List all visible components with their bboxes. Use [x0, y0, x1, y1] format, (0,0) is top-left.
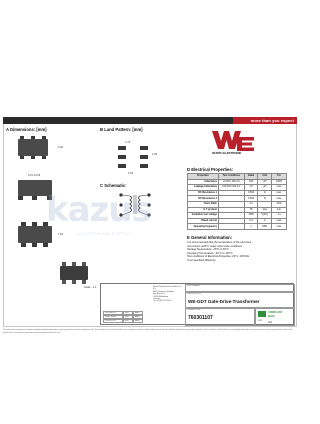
- property-tolerance: max.: [272, 185, 287, 191]
- test-condition: 10 kHz/ 100 mV: [218, 179, 244, 185]
- property-unit: MHz: [258, 224, 272, 230]
- property-tolerance: max.: [272, 218, 287, 224]
- watermark-subtext: ЭЛЕКТРОННЫЙ ПОРТАЛ: [76, 232, 130, 236]
- property-tolerance: 1 s: [272, 213, 287, 219]
- revision-author: BaG: [133, 315, 143, 319]
- size-caption: SIZE: [258, 320, 263, 322]
- dimensions-title: A Dimensions: [mm]: [6, 127, 47, 132]
- general-line: It is recommended that the temperature of the part does: [187, 241, 252, 244]
- property-value: 0.500: [244, 196, 258, 202]
- revision-author: BaG: [133, 319, 143, 323]
- property-value: 0.4: [244, 218, 258, 224]
- column-header: Properties: [188, 174, 219, 180]
- column-header: Tol.: [272, 174, 287, 180]
- land-pattern-title: B Land Pattern: [mm]: [100, 127, 143, 132]
- general-info-block: [187, 241, 293, 263]
- general-line: not exceed +125°C under worst case conditions: [187, 244, 243, 248]
- property-label: Turns Ratio: [188, 201, 219, 207]
- property-unit: V(AC): [258, 213, 272, 219]
- property-tolerance: max.: [272, 196, 287, 202]
- general-title: E General Information:: [187, 235, 233, 240]
- property-unit: Ω: [258, 196, 272, 202]
- general-line: Test conditions of Electrical Properties: 20°C, 33% RH: [187, 255, 250, 259]
- rohs-leaf-icon: [258, 311, 266, 317]
- dim-a1: 6.40: [58, 146, 64, 149]
- electrical-properties-table: [187, 173, 287, 230]
- product-name: WE-GDT Gate-Drive-Transformer: [188, 299, 260, 304]
- property-label: Rated current: [188, 218, 219, 224]
- watermark: kazus: [46, 190, 151, 230]
- rohs-label: RoHS: [268, 315, 275, 318]
- revision-area: [101, 284, 149, 326]
- property-label: Operating frequency: [188, 224, 219, 230]
- property-value: 15: [244, 207, 258, 213]
- revision-author: BaG: [133, 311, 143, 315]
- address-line: Würth Elektronik eiSos GmbH & Co. KG: [153, 286, 182, 291]
- revision-date: 2011-06-21: [103, 311, 123, 315]
- property-value: 1500: [244, 213, 258, 219]
- property-value: 150: [244, 179, 258, 185]
- description-cell: [185, 292, 295, 308]
- property-value: 0.500: [244, 190, 258, 196]
- property-tolerance: min.: [272, 207, 287, 213]
- revision-version: 002: [123, 315, 133, 319]
- property-tolerance: ±20%: [272, 179, 287, 185]
- general-line: If not specified differently: [187, 258, 216, 262]
- property-unit: Vµs: [258, 207, 272, 213]
- table-row: [188, 224, 287, 230]
- address-line: Max-Eyth-Str. 1: [153, 293, 166, 296]
- revision-date: 2010-12-01: [103, 315, 123, 319]
- property-unit: µH: [258, 185, 272, 191]
- size-value: A4: [268, 320, 272, 324]
- wurth-logo: [210, 127, 258, 157]
- address-line: 74638 Waldenburg: [153, 295, 169, 298]
- property-tolerance: max.: [272, 224, 287, 230]
- product-image: [60, 262, 88, 284]
- slogan-bar: [233, 117, 297, 124]
- property-label: Inductance: [188, 179, 219, 185]
- address-line: Tel. +49 (0) 7942 945 - 0: [153, 300, 173, 303]
- customer-label: CUSTOMER: [187, 285, 200, 287]
- column-header: Value: [244, 174, 258, 180]
- description-label: DESCRIPTION: [187, 293, 201, 295]
- general-line: Storage Temperature: -25°C to 60°C: [187, 248, 229, 252]
- footer-disclaimer: This electronic component has been designed and developed for usage in general electronic equipment only. This product is not authorized for use in equipment where a higher safety standard and reliability standard is especially required or where a failure of the product is reasonably expected to cause severe personal injury or death, unless the parties have executed an agreement specifically governing such use.: [3, 329, 293, 334]
- order-code-cell: [185, 308, 255, 326]
- compliance-cell: [255, 308, 295, 326]
- revision-date: 2011-01-27: [103, 319, 123, 323]
- order-label: ORDER CODE: [187, 309, 201, 311]
- property-label: E-T product: [188, 207, 219, 213]
- slogan-text: more than you expect: [250, 118, 294, 123]
- property-label: DC Resistance 1: [188, 190, 219, 196]
- address-line: EMC & Inductive Solutions: [153, 290, 175, 293]
- header-banner: [3, 117, 297, 124]
- revision-version: 001: [123, 311, 133, 315]
- property-tolerance: max.: [272, 190, 287, 196]
- company-name: WÜRTH ELEKTRONIK: [212, 151, 242, 155]
- address-line: Germany: [153, 298, 161, 301]
- dim-a3: 7.62: [58, 233, 64, 236]
- electrical-title: D Electrical Properties:: [187, 167, 234, 172]
- revision-version: 003: [123, 319, 133, 323]
- property-label: Leakage Inductance: [188, 185, 219, 191]
- property-unit: µH: [258, 179, 272, 185]
- address-block: [153, 286, 183, 303]
- dim-b1: 7.78: [125, 141, 131, 144]
- property-tolerance: ±2%: [272, 201, 287, 207]
- test-condition: 100 kHz/ 100 mV: [218, 185, 244, 191]
- order-code: 760301107: [188, 315, 213, 321]
- dim-b2: 1.00: [152, 153, 158, 156]
- dim-a2: 6.61 ±0.25: [28, 174, 41, 177]
- customer-cell: [185, 284, 295, 292]
- property-value: 1:1: [244, 201, 258, 207]
- property-label: Insulation test voltage: [188, 213, 219, 219]
- compliant-label: COMPLIANT: [268, 311, 283, 314]
- property-label: DC Resistance 2: [188, 196, 219, 202]
- property-value: 1: [244, 224, 258, 230]
- land-pattern-drawing: [118, 146, 148, 170]
- dim-b3: 2.54: [128, 172, 134, 175]
- top-view-drawing: [18, 136, 48, 160]
- column-header: Unit: [258, 174, 272, 180]
- general-line: Operating Temperature: -40°C to 125°C: [187, 251, 233, 255]
- schematic-title: C Schematic:: [100, 183, 127, 188]
- property-unit: A: [258, 218, 272, 224]
- title-block: [100, 283, 294, 325]
- test-condition: [218, 224, 244, 230]
- property-unit: Ω: [258, 190, 272, 196]
- scale-label: Scale - 1:1: [84, 286, 97, 289]
- column-header: Test conditions: [218, 174, 244, 180]
- property-value: 1.5: [244, 185, 258, 191]
